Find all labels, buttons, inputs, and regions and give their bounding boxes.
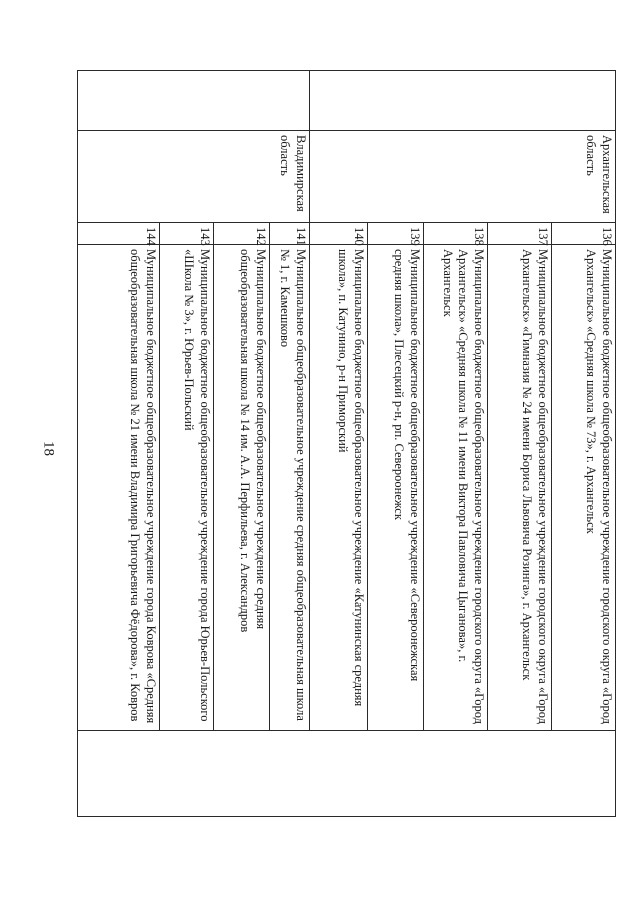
region-cell: Архангельская область [310,131,616,223]
row-number: 142 [214,223,270,245]
region-cell: Владимирская область [78,131,310,223]
blank-cell [78,71,310,131]
school-name: Муниципальное бюджетное общеобразовательное учреждение средняя общеобразовательная школа № 14 им. А.А. Перфильева, г. Александров [214,245,270,731]
schools-table [77,70,616,817]
school-name: Муниципальное бюджетное общеобразовательное учреждение городского округа «Город Архангельск» «Гимназия № 24 имени Бориса Львовича Розинга», г. Архангельск [488,245,552,731]
table-row [552,71,616,817]
row-number: 141 [270,223,310,245]
blank-cell [78,731,616,817]
table-row [270,71,310,817]
school-name: Муниципальное бюджетное общеобразовательное учреждение «Североонежская средняя школа», Плесецкий р-н, рп. Североонежск [368,245,424,731]
school-name: Муниципальное бюджетное общеобразовательное учреждение городского округа «Город Архангельск» «Средняя школа № 11 имени Виктора Павловича Цыганова», г. Архангельск [424,245,488,731]
row-number: 143 [160,223,214,245]
rotated-sheet [78,70,616,816]
row-number: 144 [78,223,160,245]
school-name: Муниципальное бюджетное общеобразовательное учреждение «Катунинская средняя школа», п. Катунино, р-н Приморский [310,245,368,731]
school-name: Муниципальное бюджетное общеобразовательное учреждение города Юрьев-Польского «Школа № 3», г. Юрьев-Польский [160,245,214,731]
school-name: Муниципальное бюджетное общеобразовательное учреждение города Коврова «Средняя общеобразовательная школа № 21 имени Владимира Григорьевича Фёдорова», г. Ковров [78,245,160,731]
row-number: 136 [552,223,616,245]
row-number: 140 [310,223,368,245]
row-number: 137 [488,223,552,245]
page-number: 18 [40,441,57,456]
blank-cell [310,71,616,131]
row-number: 138 [424,223,488,245]
row-number: 139 [368,223,424,245]
school-name: Муниципальное общеобразовательное учреждение средняя общеобразовательная школа № 1, г. Камешково [270,245,310,731]
school-name: Муниципальное бюджетное общеобразовательное учреждение городского округа «Город Архангельск» «Средняя школа № 73», г. Архангельск [552,245,616,731]
